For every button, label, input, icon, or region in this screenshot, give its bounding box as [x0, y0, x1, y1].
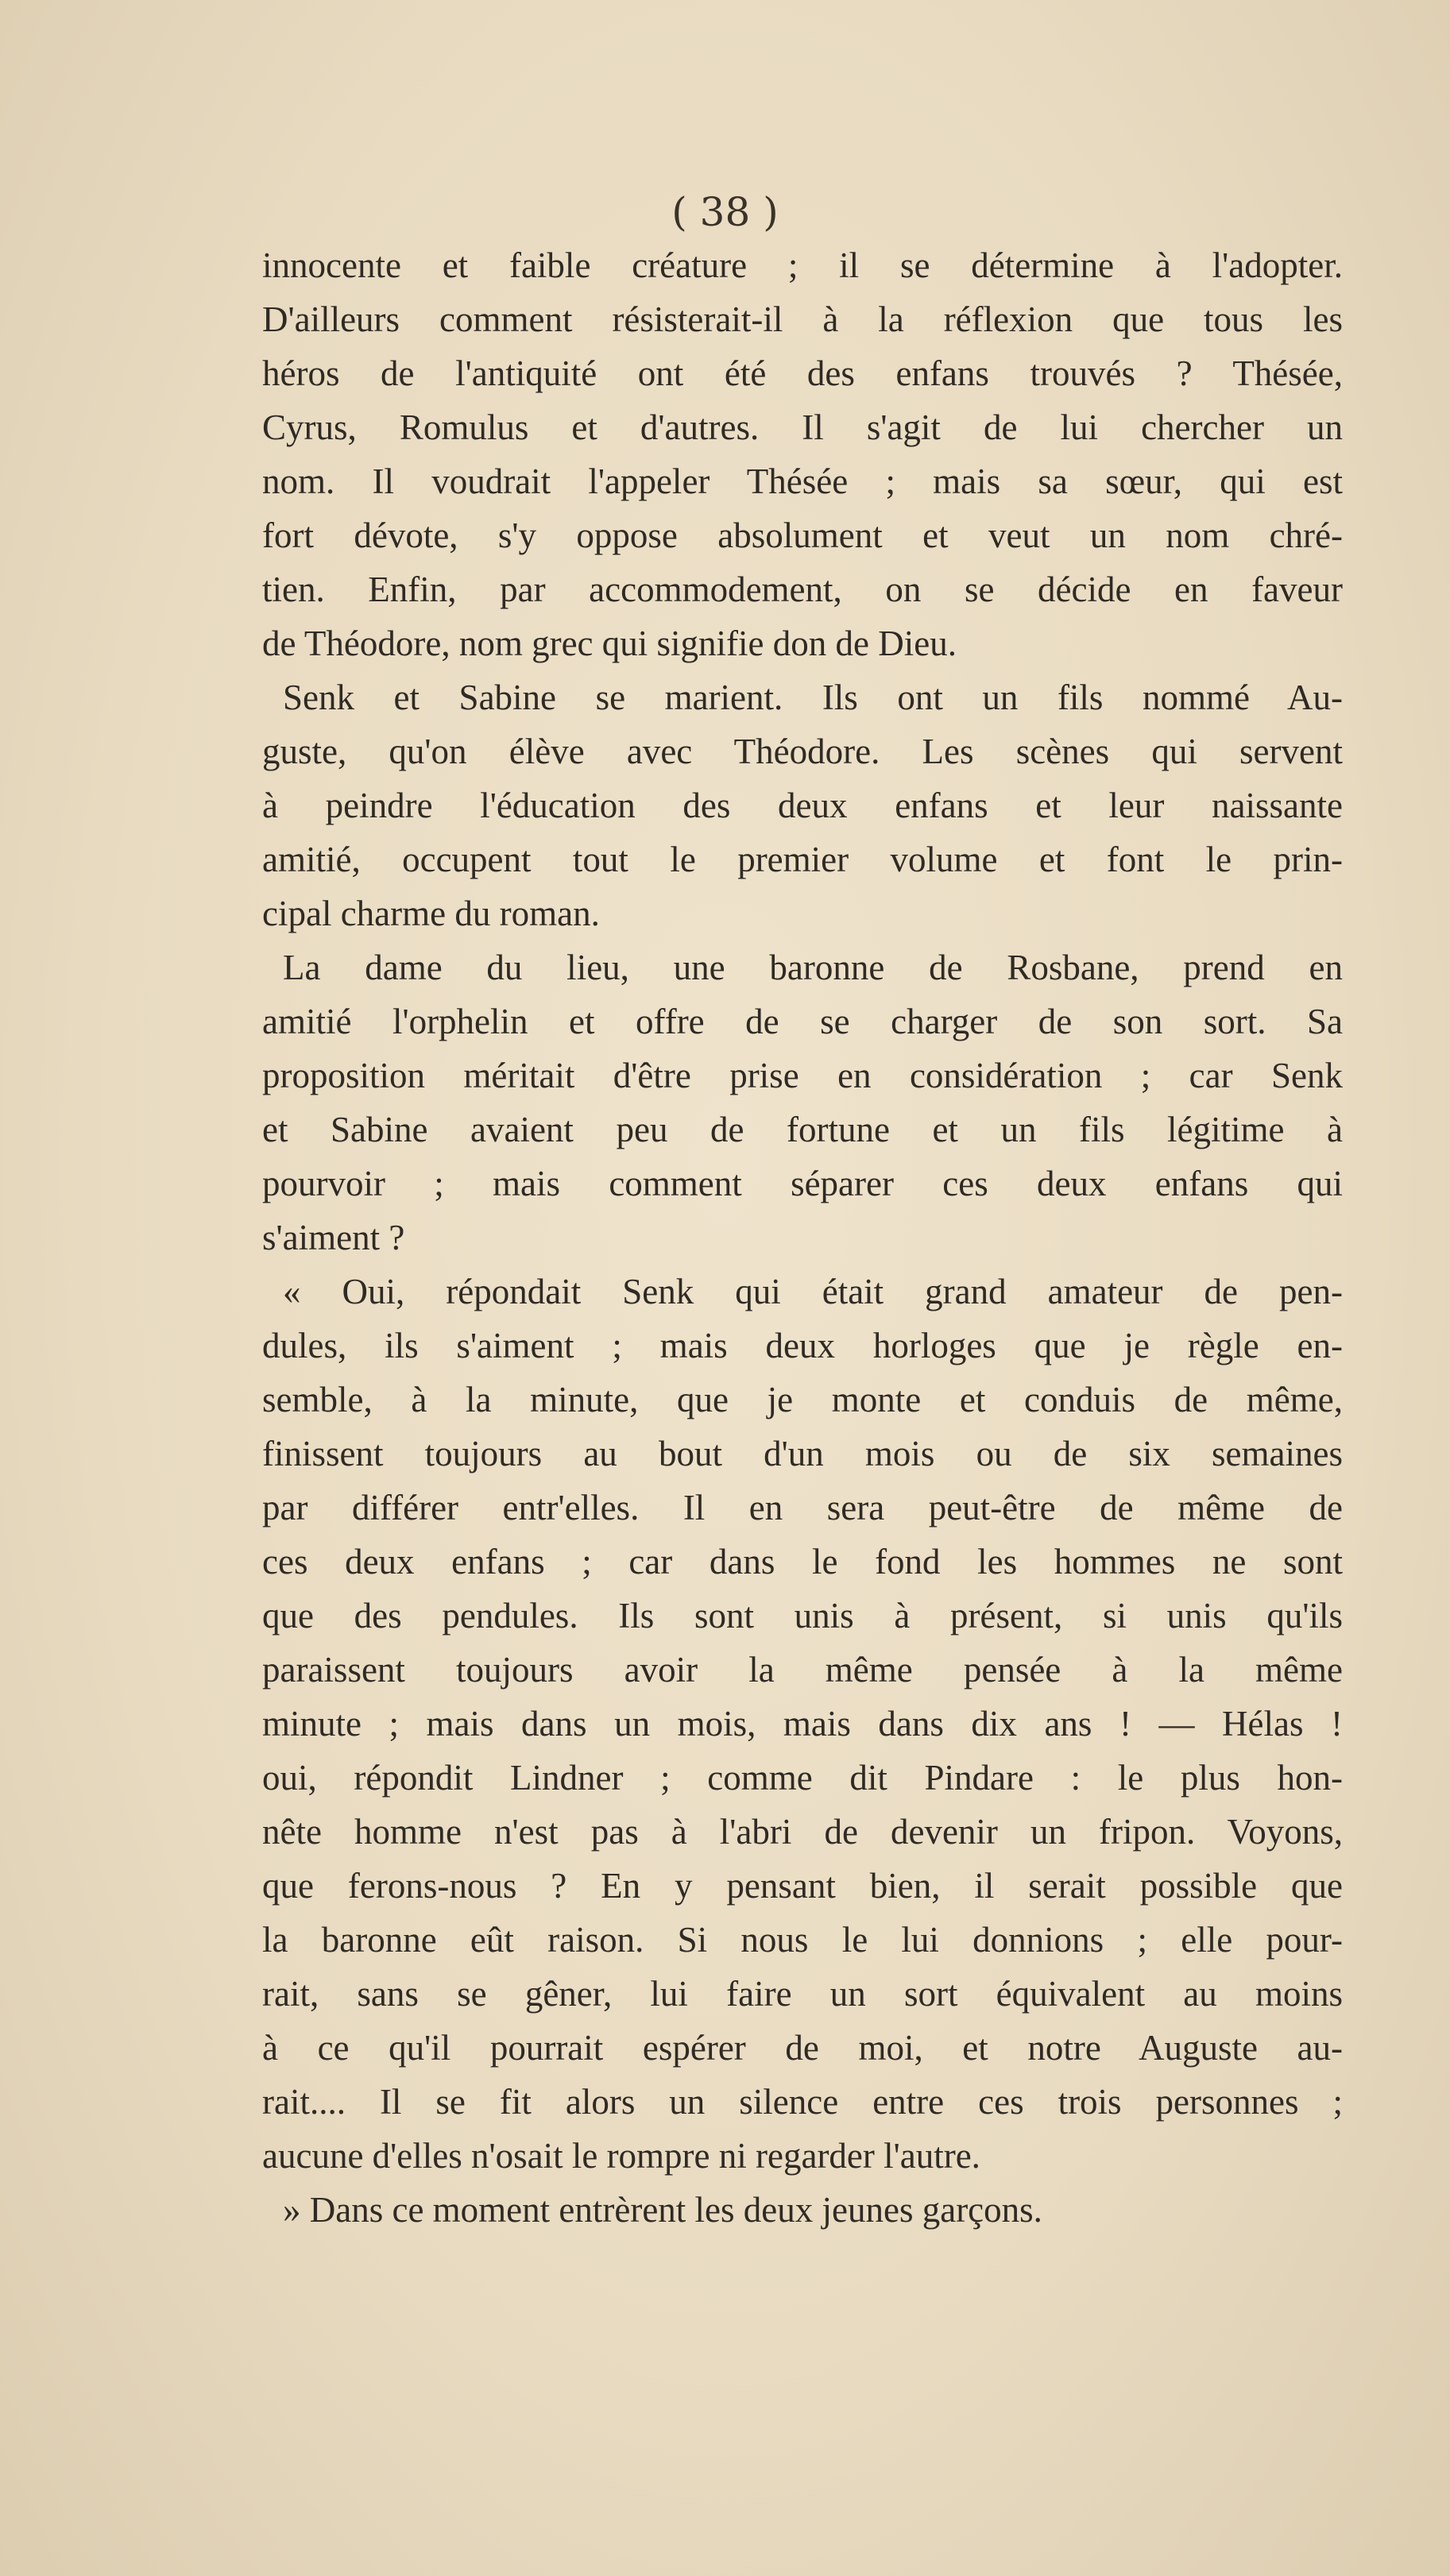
- text-line: la baronne eût raison. Si nous le lui donnions ; elle pour-: [262, 1920, 1343, 1960]
- text-line: D'ailleurs comment résisterait-il à la réflexion que tous les: [262, 299, 1343, 339]
- text-line: aucune d'elles n'osait le rompre ni regarder l'autre.: [262, 2136, 980, 2176]
- text-line: cipal charme du roman.: [262, 894, 600, 933]
- text-line: fort dévote, s'y oppose absolument et veut un nom chré-: [262, 516, 1343, 555]
- text-line: minute ; mais dans un mois, mais dans dix ans ! — Hélas !: [262, 1704, 1343, 1744]
- text-line: à peindre l'éducation des deux enfans et leur naissante: [262, 786, 1343, 825]
- text-line: que ferons-nous ? En y pensant bien, il serait possible que: [262, 1866, 1343, 1906]
- text-line: héros de l'antiquité ont été des enfans trouvés ? Thésée,: [262, 353, 1343, 393]
- text-line: nom. Il voudrait l'appeler Thésée ; mais sa sœur, qui est: [262, 462, 1343, 501]
- text-line: à ce qu'il pourrait espérer de moi, et notre Auguste au-: [262, 2028, 1343, 2068]
- text-line: paraissent toujours avoir la même pensée à la même: [262, 1650, 1343, 1690]
- text-line: dules, ils s'aiment ; mais deux horloges que je règle en-: [262, 1326, 1343, 1365]
- text-line: oui, répondit Lindner ; comme dit Pindare : le plus hon-: [262, 1758, 1343, 1798]
- text-line: que des pendules. Ils sont unis à présent, si unis qu'ils: [262, 1596, 1343, 1636]
- text-line: innocente et faible créature ; il se détermine à l'adopter.: [262, 245, 1343, 285]
- text-line: tien. Enfin, par accommodement, on se décide en faveur: [262, 570, 1343, 609]
- text-line: amitié, occupent tout le premier volume et font le prin-: [262, 840, 1343, 879]
- body-text: [262, 238, 1343, 2237]
- text-line: Senk et Sabine se marient. Ils ont un fils nommé Au-: [283, 678, 1343, 717]
- text-line: par différer entr'elles. Il en sera peut-être de même de: [262, 1488, 1343, 1527]
- text-line: La dame du lieu, une baronne de Rosbane, prend en: [283, 948, 1343, 987]
- text-line: rait, sans se gêner, lui faire un sort équivalent au moins: [262, 1974, 1343, 2014]
- text-line: ces deux enfans ; car dans le fond les hommes ne sont: [262, 1542, 1343, 1582]
- page-number: ( 38 ): [671, 189, 779, 235]
- text-line: proposition méritait d'être prise en considération ; car Senk: [262, 1056, 1343, 1095]
- text-line: « Oui, répondait Senk qui était grand amateur de pen-: [283, 1272, 1343, 1311]
- text-line: pourvoir ; mais comment séparer ces deux enfans qui: [262, 1164, 1343, 1203]
- text-line: » Dans ce moment entrèrent les deux jeunes garçons.: [283, 2190, 1042, 2230]
- text-line: nête homme n'est pas à l'abri de devenir un fripon. Voyons,: [262, 1812, 1343, 1852]
- text-line: guste, qu'on élève avec Théodore. Les scènes qui servent: [262, 732, 1343, 771]
- text-line: finissent toujours au bout d'un mois ou de six semaines: [262, 1434, 1343, 1473]
- text-line: amitié l'orphelin et offre de se charger de son sort. Sa: [262, 1002, 1343, 1041]
- text-line: s'aiment ?: [262, 1218, 405, 1257]
- text-line: et Sabine avaient peu de fortune et un fils légitime à: [262, 1110, 1343, 1149]
- text-line: de Théodore, nom grec qui signifie don de Dieu.: [262, 624, 957, 663]
- text-line: rait.... Il se fit alors un silence entre ces trois personnes ;: [262, 2082, 1343, 2122]
- text-line: Cyrus, Romulus et d'autres. Il s'agit de lui chercher un: [262, 407, 1343, 447]
- text-line: semble, à la minute, que je monte et conduis de même,: [262, 1380, 1343, 1419]
